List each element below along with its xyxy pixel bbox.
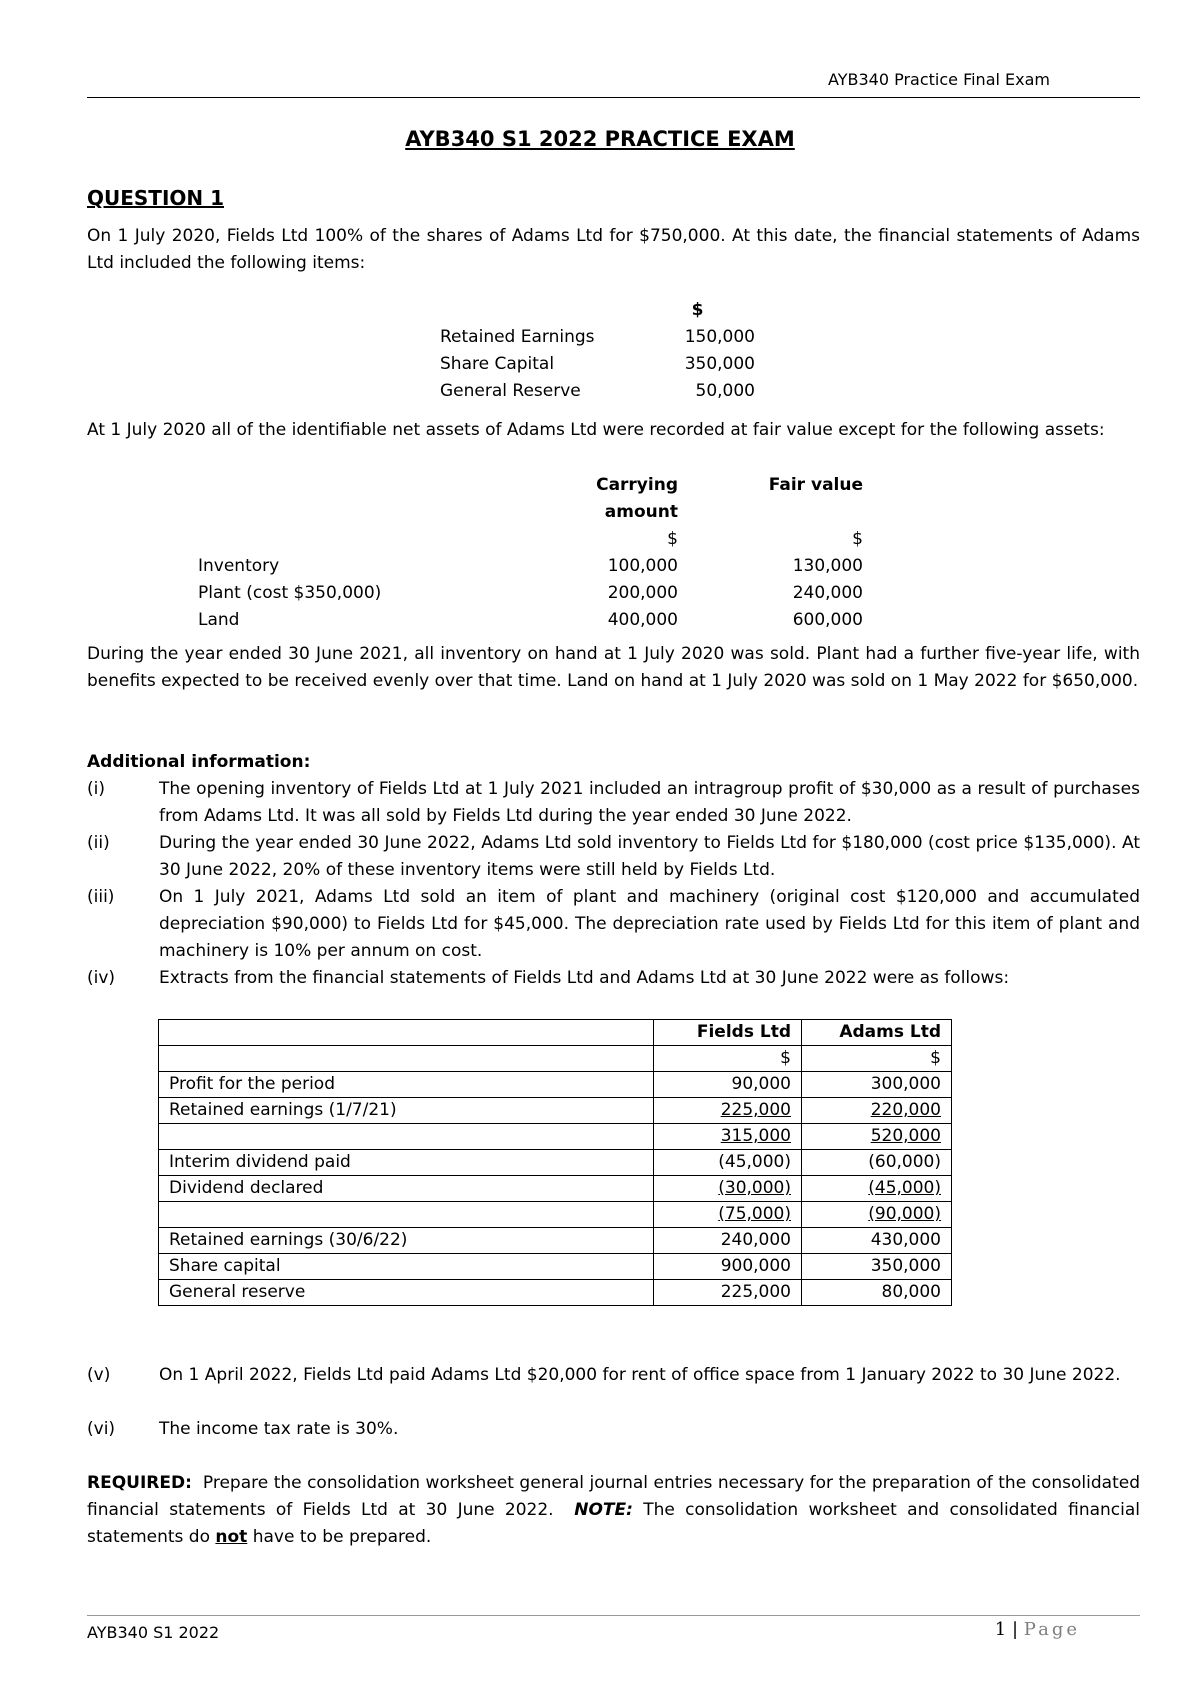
carrying-value: 100,000: [607, 556, 678, 576]
row-label: Share capital: [159, 1254, 654, 1280]
info-number: (iii): [87, 887, 115, 907]
item-label: General Reserve: [440, 381, 581, 401]
row-label: Retained earnings (30/6/22): [159, 1228, 654, 1254]
asset-row: [198, 580, 863, 607]
page-number: [995, 1619, 1080, 1640]
item-value: 150,000: [684, 327, 755, 347]
info-number: (ii): [87, 833, 110, 853]
required-text: Prepare the consolidation worksheet general journal entries necessary for the preparation of the consolidated financial statements of Fields Ltd at 30 June 2022.: [87, 1473, 1141, 1520]
info-item: [87, 965, 1140, 992]
info-number: (vi): [87, 1419, 116, 1439]
currency-header: $: [802, 1046, 952, 1072]
fields-value: 225,000: [654, 1280, 802, 1306]
adams-header: Adams Ltd: [802, 1020, 952, 1046]
required-label: REQUIRED:: [87, 1473, 192, 1493]
info-item: [87, 776, 1140, 830]
note-label: NOTE:: [574, 1500, 633, 1520]
adams-value: 430,000: [802, 1228, 952, 1254]
carrying-value: 200,000: [607, 583, 678, 603]
question-heading: QUESTION 1: [87, 186, 225, 210]
table-row: [159, 1202, 952, 1228]
row-label: [159, 1124, 654, 1150]
required-text: have to be prepared.: [252, 1527, 432, 1547]
adams-value: 80,000: [802, 1280, 952, 1306]
table-row: [159, 1072, 952, 1098]
fields-value: 225,000: [720, 1100, 791, 1120]
required-text: The consolidation worksheet and consolidated financial statements do: [87, 1500, 1141, 1547]
table-row: [159, 1280, 952, 1306]
additional-info-heading: Additional information:: [87, 752, 311, 772]
asset-label: Plant (cost $350,000): [198, 583, 382, 603]
info-item: [87, 1416, 1140, 1443]
page-word: Page: [1023, 1619, 1080, 1640]
fields-value: (45,000): [654, 1150, 802, 1176]
info-text: On 1 July 2021, Adams Ltd sold an item of plant and machinery (original cost $120,000 and accumulated depreciation $90,000) to Fields Ltd for $45,000. The depreciation rate used by Fields Ltd for this item of plant and machinery is 10% per annum on cost.: [159, 887, 1140, 961]
page-num: 1: [994, 1619, 1007, 1640]
info-text: The opening inventory of Fields Ltd at 1 July 2021 included an intragroup profit of $30,000 as a result of purchases from Adams Ltd. It was all sold by Fields Ltd during the year ended 30 June 2022.: [159, 779, 1140, 826]
table-row: [159, 1254, 952, 1280]
carrying-header: Carrying amount: [596, 475, 678, 522]
fields-value: 240,000: [654, 1228, 802, 1254]
items-row: [440, 324, 755, 351]
footer-rule: [87, 1615, 1140, 1616]
info-item: [87, 1362, 1140, 1389]
fair-value: 130,000: [792, 556, 863, 576]
carrying-value: 400,000: [607, 610, 678, 630]
item-label: Share Capital: [440, 354, 555, 374]
info-text: The income tax rate is 30%.: [159, 1419, 399, 1439]
currency-header: $: [691, 300, 704, 320]
row-label: Interim dividend paid: [159, 1150, 654, 1176]
items-table: [440, 297, 755, 405]
fair-value-header: Fair value: [768, 475, 863, 495]
info-text: Extracts from the financial statements of Fields Ltd and Adams Ltd at 30 June 2022 were as follows:: [159, 968, 1010, 988]
row-label: Dividend declared: [159, 1176, 654, 1202]
fields-value: (30,000): [718, 1178, 791, 1198]
info-number: (v): [87, 1365, 111, 1385]
table-row: [159, 1150, 952, 1176]
item-label: Retained Earnings: [440, 327, 595, 347]
item-value: 350,000: [684, 354, 755, 374]
info-number: (iv): [87, 968, 116, 988]
exam-title: AYB340 S1 2022 PRACTICE EXAM: [405, 127, 795, 151]
asset-label: Inventory: [198, 556, 280, 576]
currency-header: $: [852, 529, 863, 549]
footer-course: AYB340 S1 2022: [87, 1623, 220, 1642]
row-label: General reserve: [159, 1280, 654, 1306]
table-row: [159, 1098, 952, 1124]
asset-row: [198, 553, 863, 580]
info-item: [87, 884, 1140, 965]
not-word: not: [215, 1527, 248, 1547]
items-row: [440, 351, 755, 378]
row-label: Profit for the period: [159, 1072, 654, 1098]
table-row: [159, 1046, 952, 1072]
adams-value: 300,000: [802, 1072, 952, 1098]
adams-value: (45,000): [868, 1178, 941, 1198]
header-rule: [87, 97, 1140, 98]
info-text: During the year ended 30 June 2022, Adams Ltd sold inventory to Fields Ltd for $180,000 (cost price $135,000). At 30 June 2022, 20% of these inventory items were still held by Fields Ltd.: [159, 833, 1140, 880]
table-row: [159, 1228, 952, 1254]
adams-value: (60,000): [802, 1150, 952, 1176]
running-header: AYB340 Practice Final Exam: [828, 70, 1050, 89]
assets-table: [198, 472, 863, 634]
required-paragraph: [87, 1470, 1140, 1551]
adams-value: 350,000: [802, 1254, 952, 1280]
fields-value: 90,000: [654, 1072, 802, 1098]
fair-value-paragraph: At 1 July 2020 all of the identifiable net assets of Adams Ltd were recorded at fair value except for the following assets:: [87, 420, 1105, 440]
year-paragraph: During the year ended 30 June 2021, all inventory on hand at 1 July 2020 was sold. Plant had a further five-year life, with benefits expected to be received evenly over that time. Land on hand at 1 July 2020 was sold on 1 May 2022 for $650,000.: [87, 644, 1140, 691]
adams-value: 520,000: [870, 1126, 941, 1146]
row-label: Retained earnings (1/7/21): [159, 1098, 654, 1124]
fair-value: 240,000: [792, 583, 863, 603]
table-row: [159, 1020, 952, 1046]
info-number: (i): [87, 779, 105, 799]
table-row: [159, 1176, 952, 1202]
fields-value: 315,000: [720, 1126, 791, 1146]
fields-value: 900,000: [654, 1254, 802, 1280]
asset-label: Land: [198, 610, 240, 630]
fields-value: (75,000): [718, 1204, 791, 1224]
item-value: 50,000: [695, 381, 755, 401]
row-label: [159, 1202, 654, 1228]
fair-value: 600,000: [792, 610, 863, 630]
table-row: [159, 1124, 952, 1150]
currency-header: $: [667, 529, 678, 549]
fields-header: Fields Ltd: [654, 1020, 802, 1046]
adams-value: (90,000): [868, 1204, 941, 1224]
currency-header: $: [654, 1046, 802, 1072]
asset-row: [198, 607, 863, 634]
info-item: [87, 830, 1140, 884]
intro-paragraph: On 1 July 2020, Fields Ltd 100% of the shares of Adams Ltd for $750,000. At this date, the financial statements of Adams Ltd included the following items:: [87, 226, 1140, 273]
info-text: On 1 April 2022, Fields Ltd paid Adams Ltd $20,000 for rent of office space from 1 January 2022 to 30 June 2022.: [159, 1365, 1121, 1385]
financial-statements-table: [158, 1019, 952, 1306]
items-row: [440, 378, 755, 405]
adams-value: 220,000: [870, 1100, 941, 1120]
page-separator: |: [1011, 1619, 1019, 1640]
